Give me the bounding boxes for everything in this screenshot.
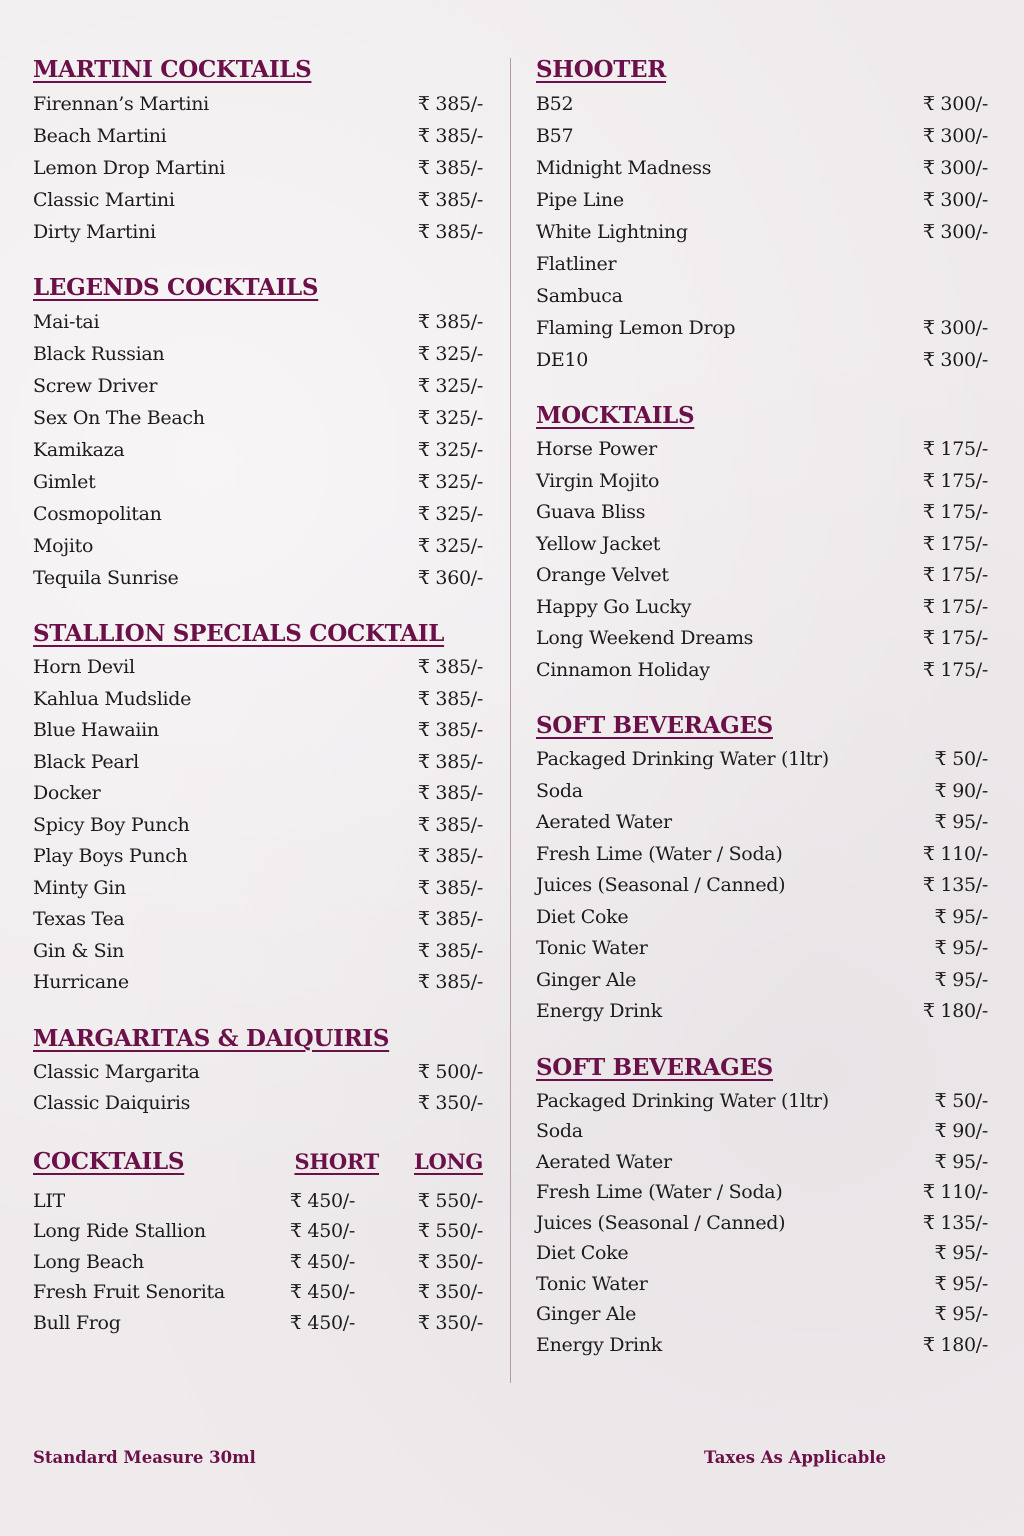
cocktail-long-price: ₹ 350/- [417,1250,483,1273]
cocktail-long-price: ₹ 550/- [417,1189,483,1212]
menu-item-price: ₹ 95/- [934,1303,988,1325]
menu-item-name: Flatliner [536,253,617,275]
menu-item [33,904,483,936]
menu-item-price: ₹ 500/- [417,1060,483,1083]
menu-item [536,560,988,592]
menu-item [536,807,988,839]
menu-item [33,684,483,716]
menu-item-price: ₹ 385/- [417,908,483,930]
menu-item-name: Ginger Ale [536,1303,637,1325]
menu-item [33,715,483,747]
section-heading: MARGARITAS & DAIQUIRIS [33,1024,390,1052]
section-heading: MOCKTAILS [536,402,695,429]
menu-item-name: Tequila Sunrise [33,567,179,589]
menu-item-name: Play Boys Punch [33,845,188,867]
menu-item-price: ₹ 385/- [417,876,483,899]
cocktail-item [33,1186,483,1217]
menu-item-price: ₹ 175/- [922,595,988,618]
menu-item [536,248,988,280]
menu-item-price: ₹ 175/- [922,501,988,523]
menu-item-name: Aerated Water [536,1150,672,1173]
menu-item-name: Firennan’s Martini [33,93,209,115]
menu-item-name: Yellow Jacket [536,532,661,555]
menu-item-name: Sex On The Beach [33,407,205,429]
menu-item-name: Gimlet [33,471,96,493]
menu-item [33,402,483,434]
menu-item [536,592,988,624]
menu-item-price: ₹ 95/- [934,1272,988,1295]
menu-item-price: ₹ 385/- [417,782,483,804]
section-heading: COCKTAILS [33,1147,185,1175]
menu-item [536,184,988,216]
menu-item-name: Beach Martini [33,125,167,147]
menu-item-price: ₹ 300/- [922,317,988,339]
menu-item-name: Packaged Drinking Water (1ltr) [536,748,829,770]
menu-item [33,1057,483,1089]
menu-item-name: Energy Drink [536,1333,662,1356]
taxes-note: Taxes As Applicable [704,1448,887,1467]
menu-item-name: Lemon Drop Martini [33,157,226,179]
menu-item [536,1208,988,1239]
menu-item-price: ₹ 135/- [922,1211,988,1234]
menu-item-name: Aerated Water [536,811,672,833]
column-divider [510,58,511,1383]
menu-item [33,88,483,120]
cocktail-short-price: ₹ 450/- [289,1281,355,1303]
menu-item-name: Classic Margarita [33,1060,200,1083]
menu-item [33,216,483,248]
menu-item [536,1269,988,1300]
section-soft-beverages-2 [536,1050,988,1361]
menu-item-name: B57 [536,125,574,147]
menu-item-price: ₹ 95/- [934,968,988,991]
menu-item-name: Soda [536,779,583,802]
menu-item-name: Mai-tai [33,311,100,333]
right-column [536,52,988,1382]
menu-item-name: Flaming Lemon Drop [536,317,736,339]
section-soft-beverages [536,708,988,1028]
cocktail-item [33,1277,483,1308]
menu-item-price: ₹ 325/- [417,503,483,525]
menu-item [33,530,483,562]
menu-item-price: ₹ 50/- [934,748,988,770]
menu-item-price: ₹ 385/- [417,311,483,333]
menu-item-price: ₹ 180/- [922,1333,988,1356]
menu-item [536,1299,988,1330]
menu-item-name: Dirty Martini [33,221,156,243]
menu-item [33,841,483,873]
section-mocktails [536,398,988,686]
menu-item-name: Orange Velvet [536,564,669,586]
menu-item-price: ₹ 175/- [922,627,988,649]
menu-item [536,120,988,152]
menu-item [536,497,988,529]
menu-item [536,744,988,776]
menu-item-price: ₹ 175/- [922,469,988,492]
menu-item [33,936,483,968]
menu-item [536,1147,988,1178]
cocktail-item [33,1216,483,1247]
menu-item-price: ₹ 175/- [922,658,988,681]
menu-item [33,652,483,684]
cocktail-name: Long Beach [33,1250,144,1273]
cocktail-name: Long Ride Stallion [33,1220,206,1242]
menu-item-price: ₹ 300/- [922,221,988,243]
menu-item [536,655,988,687]
section-heading: STALLION SPECIALS COCKTAIL [33,620,445,647]
menu-item-name: Fresh Lime (Water / Soda) [536,842,783,865]
menu-item-price: ₹ 385/- [417,845,483,867]
menu-item [33,747,483,779]
menu-item-price: ₹ 50/- [934,1089,988,1112]
menu-item [33,810,483,842]
menu-item [536,870,988,902]
menu-item [33,1088,483,1120]
menu-item-price: ₹ 360/- [417,567,483,589]
menu-item-name: DE10 [536,349,589,371]
menu-item-price: ₹ 300/- [922,349,988,371]
menu-item [536,466,988,498]
menu-item-name: Sambuca [536,285,623,307]
menu-item-price: ₹ 95/- [934,1150,988,1173]
menu-item [536,623,988,655]
cocktail-item [33,1308,483,1339]
cocktail-long-price: ₹ 550/- [417,1220,483,1242]
menu-item-name: Black Russian [33,343,165,365]
menu-item-price: ₹ 385/- [417,157,483,179]
menu-item-name: Kamikaza [33,439,125,461]
menu-item-price: ₹ 95/- [934,1242,988,1264]
menu-item-name: Diet Coke [536,905,629,928]
menu-item [536,1238,988,1269]
menu-item-name: Screw Driver [33,375,158,397]
cocktail-name: Bull Frog [33,1311,121,1334]
menu-item-price: ₹ 385/- [417,125,483,147]
menu-item-price: ₹ 325/- [417,407,483,429]
cocktail-long-price: ₹ 350/- [417,1281,483,1303]
section-heading: LEGENDS COCKTAILS [33,274,319,301]
menu-item [33,466,483,498]
menu-item-name: Horn Devil [33,656,135,678]
cocktail-short-price: ₹ 450/- [289,1220,355,1242]
menu-item-price: ₹ 95/- [934,811,988,833]
menu-item-name: Midnight Madness [536,157,712,179]
menu-item-price: ₹ 325/- [417,535,483,557]
section-heading: MARTINI COCKTAILS [33,56,312,83]
menu-item [536,312,988,344]
menu-item [536,1086,988,1117]
menu-item-price: ₹ 385/- [417,221,483,243]
menu-item-price: ₹ 385/- [417,93,483,115]
menu-item-price: ₹ 385/- [417,971,483,993]
menu-item-name: White Lightning [536,221,688,243]
menu-item-price: ₹ 180/- [922,1000,988,1022]
menu-item-price: ₹ 175/- [922,532,988,555]
menu-item-name: Blue Hawaiin [33,719,159,741]
cocktail-item [33,1247,483,1278]
menu-item-price: ₹ 385/- [417,813,483,836]
menu-item-name: Hurricane [33,971,129,993]
menu-item-name: Juices (Seasonal / Canned) [536,1211,786,1234]
cocktails-header [33,1142,483,1182]
menu-item-price: ₹ 385/- [417,939,483,962]
menu-item-name: Cosmopolitan [33,503,162,525]
menu-item-price: ₹ 90/- [934,779,988,802]
menu-item-price: ₹ 385/- [417,656,483,678]
menu-item-price: ₹ 95/- [934,905,988,928]
menu-item [536,1330,988,1361]
menu-item-name: Tonic Water [536,1272,648,1295]
menu-item-price: ₹ 300/- [922,189,988,211]
menu-item-price: ₹ 90/- [934,1120,988,1142]
long-column-heading: LONG [414,1149,483,1174]
menu-item-name: Virgin Mojito [536,469,660,492]
cocktail-short-price: ₹ 450/- [289,1311,355,1334]
menu-item-price: ₹ 300/- [922,125,988,147]
menu-item-name: Juices (Seasonal / Canned) [536,874,786,896]
menu-item-name: Texas Tea [33,908,125,930]
standard-measure-note: Standard Measure 30ml [33,1448,256,1467]
menu-item [33,338,483,370]
menu-item-price: ₹ 385/- [417,687,483,710]
menu-item-price: ₹ 300/- [922,157,988,179]
menu-item-price: ₹ 350/- [417,1092,483,1114]
menu-item-name: Packaged Drinking Water (1ltr) [536,1089,829,1112]
menu-item [536,280,988,312]
menu-item [536,965,988,997]
menu-item [33,873,483,905]
menu-item-name: Fresh Lime (Water / Soda) [536,1181,783,1203]
menu-item-name: Energy Drink [536,1000,662,1022]
menu-item-name: Gin & Sin [33,939,125,962]
menu-item-price: ₹ 325/- [417,439,483,461]
menu-item [536,529,988,561]
menu-item [33,967,483,999]
menu-item-name: Docker [33,782,101,804]
section-cocktails [33,1142,483,1339]
cocktail-name: LIT [33,1189,65,1212]
menu-item-price: ₹ 325/- [417,375,483,397]
menu-item-name: Kahlua Mudslide [33,687,192,710]
menu-item [33,562,483,594]
menu-item-price: ₹ 135/- [922,874,988,896]
menu-item [33,434,483,466]
menu-item [536,1116,988,1147]
menu-item-name: Diet Coke [536,1242,629,1264]
section-shooter [536,52,988,376]
menu-item-name: Long Weekend Dreams [536,627,754,649]
menu-item [536,88,988,120]
menu-item-name: Black Pearl [33,750,139,773]
menu-item [33,120,483,152]
menu-item-name: B52 [536,93,574,115]
menu-item [536,839,988,871]
section-heading: SOFT BEVERAGES [536,1053,773,1081]
menu-item [33,184,483,216]
menu-item-name: Guava Bliss [536,501,646,523]
menu-item [536,434,988,466]
section-heading: SHOOTER [536,56,667,83]
menu-item-name: Spicy Boy Punch [33,813,190,836]
menu-item [536,776,988,808]
menu-item-name: Soda [536,1120,583,1142]
menu-item-price: ₹ 110/- [922,1181,988,1203]
cocktail-short-price: ₹ 450/- [289,1189,355,1212]
menu-item [536,996,988,1028]
menu-item [536,933,988,965]
short-column-heading: SHORT [294,1149,379,1174]
menu-item-name: Classic Martini [33,189,175,211]
menu-item-price: ₹ 95/- [934,937,988,959]
section-margaritas-daiquiris [33,1021,483,1120]
menu-item-name: Ginger Ale [536,968,637,991]
menu-item-name: Happy Go Lucky [536,595,692,618]
menu-item-price: ₹ 300/- [922,93,988,115]
menu-item [536,216,988,248]
menu-item-price: ₹ 325/- [417,343,483,365]
menu-item [536,1177,988,1208]
menu-item [536,152,988,184]
menu-item [33,152,483,184]
menu-item [33,370,483,402]
section-heading: SOFT BEVERAGES [536,712,773,739]
menu-item-price: ₹ 325/- [417,471,483,493]
menu-item-price: ₹ 175/- [922,438,988,460]
menu-item-price: ₹ 110/- [922,842,988,865]
menu-item-price: ₹ 385/- [417,719,483,741]
menu-item-price: ₹ 385/- [417,189,483,211]
cocktail-short-price: ₹ 450/- [289,1250,355,1273]
left-column [33,52,483,1360]
section-martini-cocktails [33,52,483,248]
menu-item [33,498,483,530]
menu-item-name: Cinnamon Holiday [536,658,710,681]
menu-item [536,344,988,376]
menu-item [536,902,988,934]
section-stallion-specials [33,616,483,999]
menu-item [33,778,483,810]
menu-item-name: Tonic Water [536,937,648,959]
menu-item-price: ₹ 385/- [417,750,483,773]
menu-item-name: Horse Power [536,438,657,460]
menu-item-price: ₹ 175/- [922,564,988,586]
menu-item-name: Minty Gin [33,876,126,899]
menu-item-name: Pipe Line [536,189,624,211]
cocktail-name: Fresh Fruit Senorita [33,1281,225,1303]
menu-item [33,306,483,338]
menu-item-name: Classic Daiquiris [33,1092,191,1114]
menu-item-name: Mojito [33,535,94,557]
section-legends-cocktails [33,270,483,594]
cocktail-long-price: ₹ 350/- [417,1311,483,1334]
